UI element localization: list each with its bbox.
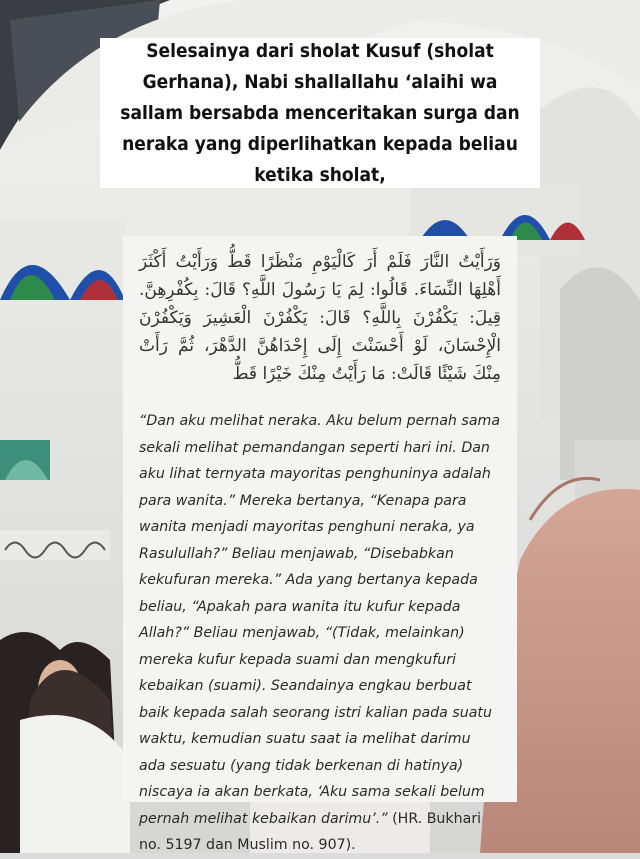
translation-paragraph: [139, 408, 501, 859]
translation-text: “Dan aku melihat neraka. Aku belum pernah sama sekali melihat pemandangan seperti hari ini. Dan aku lihat ternyata mayoritas penghuninya adalah para wanita.” Mereka bertanya, “Kenapa para wanita menjadi mayoritas penghuni neraka, ya Rasulullah?” Beliau menjawab, “Disebabkan kekufuran mereka.” Ada yang bertanya kepada beliau, “Apakah para wanita itu kufur kepada Allah?” Beliau menjawab, “(Tidak, melainkan) mereka kufur kepada suami dan mengkufuri kebaikan (suami). Seandainya engkau berbuat baik kepada salah seorang istri kalian pada suatu waktu, kemudian suatu saat ia melihat darimu ada sesuatu (yang tidak berkenan di hatinya) niscaya ia akan berkata, ‘Aku sama sekali belum pernah melihat kebaikan darimu’.”: [139, 413, 501, 827]
hadith-card: [123, 236, 517, 853]
arabic-hadith-text: وَرَأَيْتُ النَّارَ فَلَمْ أَرَ كَالْيَوْمِ مَنْظَرًا قَطُّ وَرَأَيْتُ أَكْثَرَ أَهْلِهَا النِّسَاءَ. قَالُوا: لِمَ يَا رَسُولَ اللَّهِ؟ قَالَ: بِكُفْرِهِنَّ. قِيلَ: يَكْفُرْنَ بِاللَّهِ؟ قَالَ: يَكْفُرْنَ الْعَشِيرَ وَيَكْفُرْنَ الْإِحْسَانَ، لَوْ أَحْسَنْتَ إِلَى إِحْدَاهُنَّ الدَّهْرَ، ثُمَّ رَأَتْ مِنْكَ شَيْئًا قَالَتْ: مَا رَأَيْتُ مِنْكَ خَيْرًا قَطُّ: [139, 252, 501, 384]
hadith-reference: (HR. Bukhari no. 5197 dan Muslim no. 907).: [139, 810, 482, 853]
title-text: Selesainya dari sholat Kusuf (sholat Gerhana), Nabi shallallahu ‘alaihi wa sallam bersabda menceritakan surga dan neraka yang diperlihatkan kepada beliau ketika sholat,: [120, 39, 520, 186]
title-card: [100, 38, 540, 188]
